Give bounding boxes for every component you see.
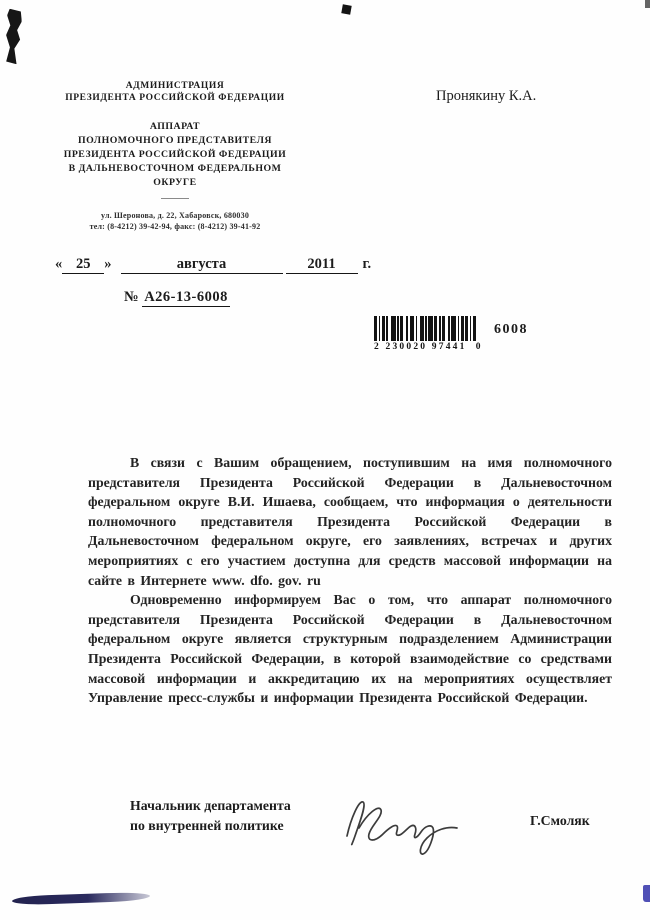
- letterhead: [40, 80, 310, 232]
- dept-name-line-2: ПОЛНОМОЧНОГО ПРЕДСТАВИТЕЛЯ: [78, 135, 272, 146]
- scan-artifact-bottom-right: [643, 885, 650, 902]
- address-line-2: тел: (8-4212) 39-42-94, факс: (8-4212) 39-41-92: [89, 222, 261, 231]
- dept-name-line-4: В ДАЛЬНЕВОСТОЧНОМ ФЕДЕРАЛЬНОМ: [68, 163, 282, 174]
- date-month: августа: [121, 256, 283, 274]
- number-label: №: [124, 289, 139, 305]
- address-line-1: ул. Шеронова, д. 22, Хабаровск, 680030: [100, 211, 250, 220]
- date-close-quote: »: [104, 256, 112, 272]
- handwritten-signature: [325, 790, 475, 858]
- scan-artifact-bottom-left: [12, 892, 150, 906]
- body-paragraph-1: В связи с Вашим обращением, поступившим на имя полномочного представителя Президента Российской Федерации в Дальневосточном федеральном округе В.И. Ишаева, сообщаем, что информация о деятельности полномочного представителя Президента Российской Федерации в Дальневосточном федеральном округе, его заявлениях, встречах и других мероприятиях с его участием доступна для средств массовой информации на сайте в Интернете www. dfo. gov. ru: [88, 455, 612, 588]
- scan-artifact-top-right: [645, 0, 650, 8]
- dept-name-line-3: ПРЕЗИДЕНТА РОССИЙСКОЙ ФЕДЕРАЦИИ: [63, 149, 287, 160]
- org-name-line-2: ПРЕЗИДЕНТА РОССИЙСКОЙ ФЕДЕРАЦИИ: [65, 93, 285, 103]
- barcode: [374, 316, 574, 352]
- date-open-quote: «: [55, 256, 63, 272]
- date-line: [55, 256, 371, 274]
- date-day: 25: [62, 256, 104, 274]
- body-paragraph-2: Одновременно информируем Вас о том, что аппарат полномочного представителя Президента Российской Федерации в Дальневосточном федеральном округе является структурным подразделением Администрации Президента Российской Федерации, в которой взаимодействие со средствами массовой информации и аккредитацию их на мероприятиях осуществляет Управление пресс-службы и информации Президента Российской Федерации.: [88, 592, 612, 706]
- letterhead-divider: [161, 198, 189, 199]
- signer-title-line-2: по внутренней политике: [130, 817, 284, 833]
- barcode-bars: [374, 316, 574, 341]
- signer-title: [130, 796, 291, 835]
- barcode-side-number: 6008: [494, 322, 528, 337]
- letter-body: [88, 453, 612, 708]
- scan-artifact-top-dot: [341, 4, 351, 14]
- org-name-line-1: АДМИНИСТРАЦИЯ: [125, 81, 225, 91]
- date-year-suffix: г.: [362, 256, 372, 272]
- signer-title-line-1: Начальник департамента: [130, 798, 291, 813]
- document-number: А26-13-6008: [144, 289, 228, 305]
- scan-artifact-top-left: [5, 9, 23, 65]
- signer-name: Г.Смоляк: [530, 813, 590, 828]
- dept-name-line-5: ОКРУГЕ: [153, 177, 197, 188]
- barcode-digits: 2 230020 97441 0: [374, 342, 483, 352]
- date-year: 2011: [286, 256, 358, 274]
- dept-name-line-1: АППАРАТ: [149, 121, 201, 132]
- recipient-name: Пронякину К.А.: [436, 88, 537, 104]
- document-number-line: [124, 289, 230, 306]
